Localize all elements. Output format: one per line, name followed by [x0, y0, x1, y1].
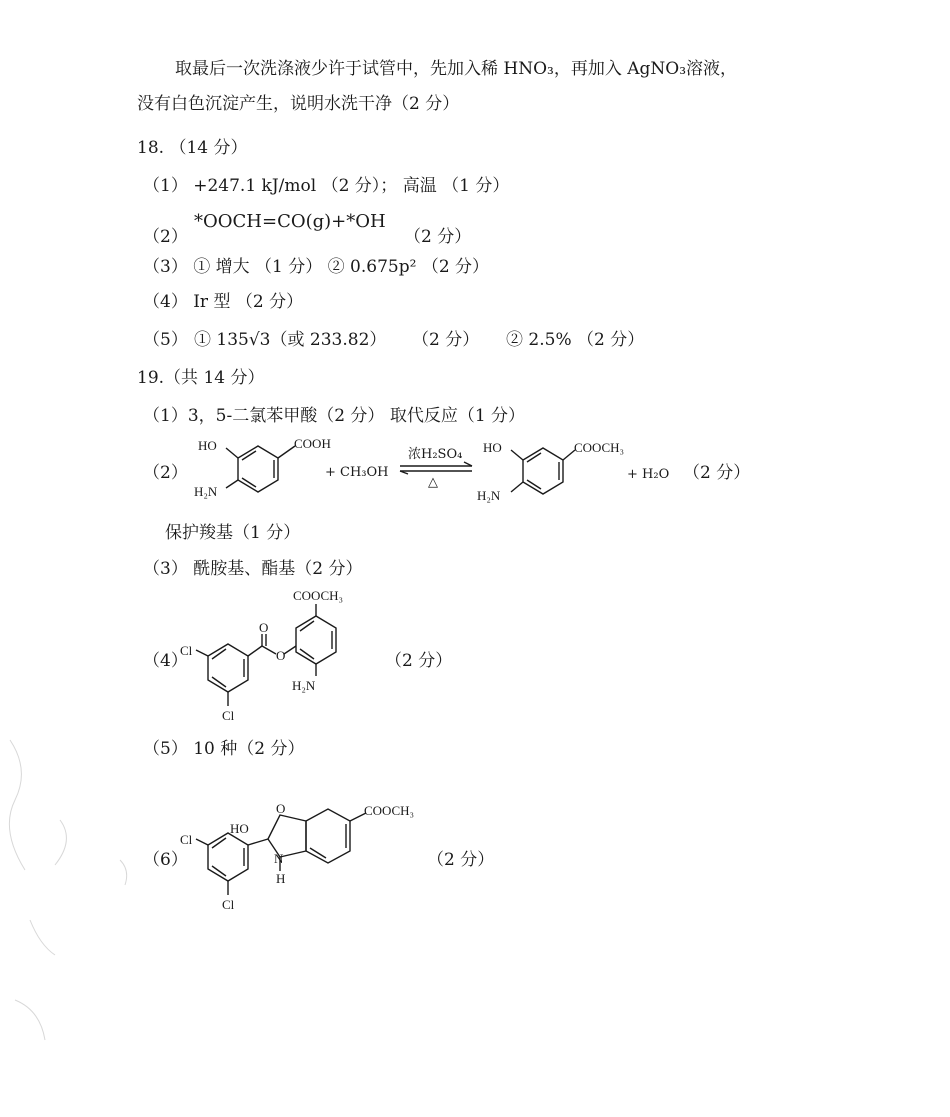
- reactant-structure: [190, 432, 340, 502]
- q18-part-2-score: （2 分）: [404, 227, 472, 247]
- dichlorophenyl-ring: [208, 644, 248, 692]
- cl-label: Cl: [180, 643, 193, 658]
- q19-part-1: （1）3，5-二氯苯甲酸（2 分） 取代反应（1 分）: [143, 406, 526, 426]
- q19-part-2-note: 保护羧基（1 分）: [165, 523, 301, 543]
- intro-line-2: 没有白色沉淀产生，说明水洗干净（2 分）: [137, 94, 460, 114]
- q19-part-4-label: （4）: [143, 651, 188, 671]
- q19-part-3: （3） 酰胺基、酯基（2 分）: [143, 559, 363, 579]
- cooh-label: COOH: [294, 436, 331, 451]
- q19-part-2-label: （2）: [143, 463, 188, 483]
- q18-part-5-label: （5）: [143, 330, 188, 350]
- cl-label: Cl: [180, 832, 193, 847]
- o-label: O: [259, 620, 269, 635]
- ho-label: HO: [198, 438, 217, 453]
- product-ester-structure: [475, 432, 645, 507]
- q18-part-5-a-score: （2 分）: [412, 330, 480, 350]
- benzene-ring: [238, 446, 278, 492]
- h-label: H: [276, 871, 286, 886]
- cooch3-label: COOCH₃: [574, 440, 625, 455]
- ho-label: HO: [230, 821, 249, 836]
- q19-part-5: （5） 10 种（2 分）: [143, 739, 305, 759]
- q19-part-6-label: （6）: [143, 850, 188, 870]
- h2n-label: H₂N: [477, 488, 501, 503]
- fused-benzene-ring: [306, 809, 350, 863]
- q18-part-2-label: （2）: [143, 227, 188, 247]
- q19-part-4-score: （2 分）: [385, 651, 453, 671]
- q19-part-6-score: （2 分）: [427, 850, 495, 870]
- ho-label: HO: [483, 440, 502, 455]
- intro-line-1: 取最后一次洗涤液少许于试管中，先加入稀 HNO₃，再加入 AgNO₃溶液，: [175, 59, 738, 79]
- q18-part-5-a: ① 135√3（或 233.82）: [194, 330, 387, 350]
- q18-part-4: （4） Ir 型 （2 分）: [143, 292, 304, 312]
- condition-bottom: △: [428, 475, 438, 490]
- cooch3-label: COOCH₃: [293, 588, 344, 603]
- q18-part-5-b: ② 2.5% （2 分）: [506, 330, 645, 350]
- h2n-label: H₂N: [194, 484, 218, 499]
- cl-label: Cl: [222, 897, 235, 912]
- benzene-ring: [523, 448, 563, 494]
- h2n-label: H₂N: [292, 678, 316, 693]
- equilibrium-arrow: [398, 462, 478, 474]
- q19-part-2-score: （2 分）: [683, 463, 751, 483]
- n-label: N: [274, 851, 284, 866]
- q18-header: 18. （14 分）: [137, 138, 248, 158]
- condition-top: 浓H₂SO₄: [408, 447, 463, 462]
- cooch3-label: COOCH₃: [364, 803, 415, 818]
- scan-noise: [0, 700, 260, 1080]
- q18-part-2-formula: *OOCH=CO(g)+*OH: [194, 211, 386, 232]
- aminobenzoate-ring: [296, 616, 336, 664]
- o-label: O: [276, 801, 286, 816]
- o-label: O: [276, 648, 286, 663]
- cl-label: Cl: [222, 708, 235, 723]
- methanol-reagent: + CH₃OH: [325, 465, 389, 480]
- q18-part-3: （3） ① 增大 （1 分） ② 0.675p² （2 分）: [143, 257, 490, 277]
- q19-header: 19.（共 14 分）: [137, 368, 265, 388]
- water-product: + H₂O: [627, 467, 670, 482]
- q18-part-1: （1） +247.1 kJ/mol （2 分）； 高温 （1 分）: [143, 176, 510, 196]
